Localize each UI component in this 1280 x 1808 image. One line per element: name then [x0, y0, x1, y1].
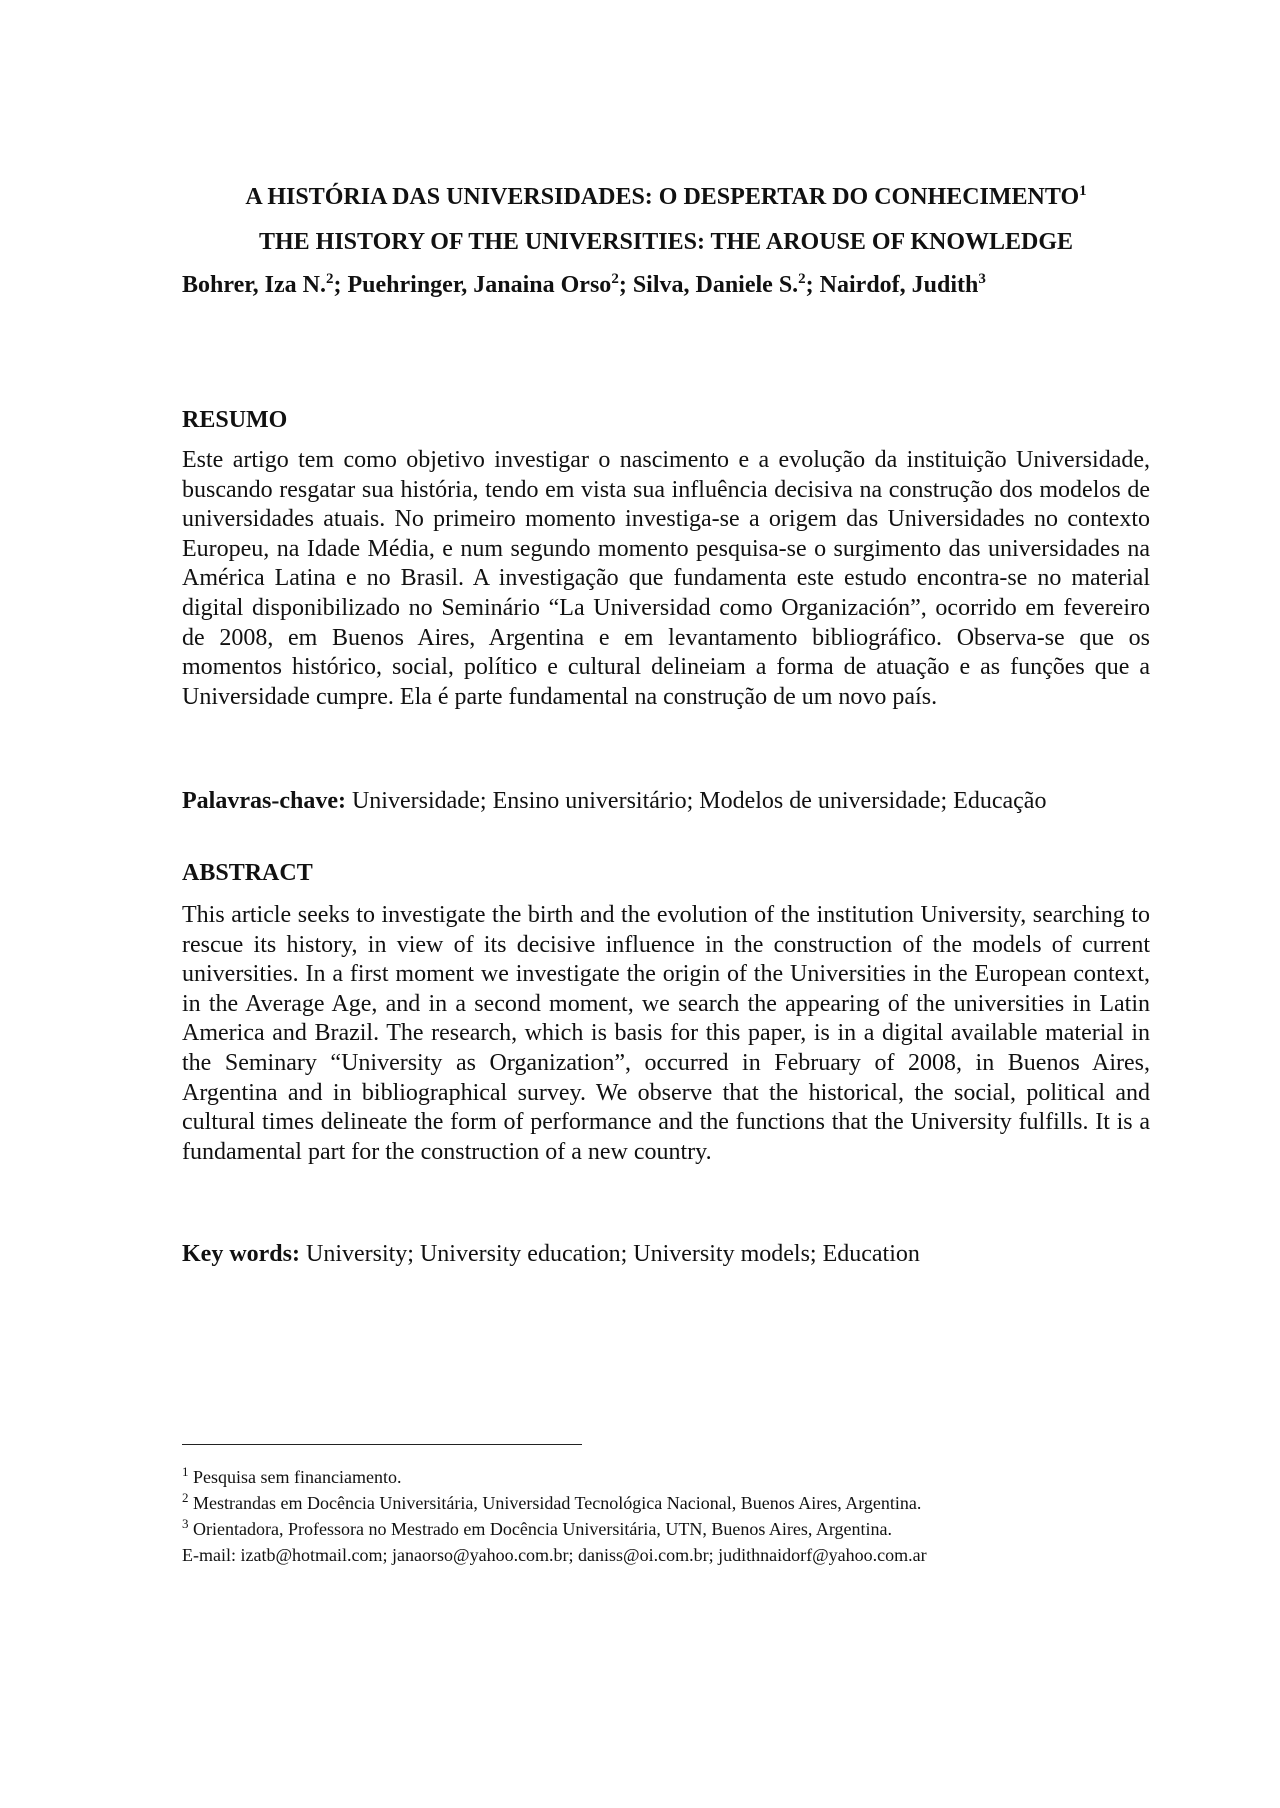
- footnote: [182, 1516, 1150, 1542]
- footnote: [182, 1464, 1150, 1490]
- resumo-paragraph: Este artigo tem como objetivo investigar o nascimento e a evolução da instituição Universidade, buscando resgatar sua história, tendo em vista sua influência decisiva na construção dos modelos de universidades atuais. No primeiro momento investiga-se a origem das Universidades no contexto Europeu, na Idade Média, e num segundo momento pesquisa-se o surgimento das universidades na América Latina e no Brasil. A investigação que fundamenta este estudo encontra-se no material digital disponibilizado no Seminário “La Universidad como Organización”, ocorrido em fevereiro de 2008, em Buenos Aires, Argentina e em levantamento bibliográfico. Observa-se que os momentos histórico, social, político e cultural delineiam a forma de atuação e as funções que a Universidade cumpre. Ela é parte fundamental na construção de um novo país.: [182, 447, 1150, 710]
- footnote-text: Orientadora, Professora no Mestrado em Docência Universitária, UTN, Buenos Aires, Argentina.: [188, 1519, 892, 1539]
- footnote-number: 2: [182, 1490, 189, 1505]
- palavras-chave: [182, 786, 1150, 816]
- author-note: 3: [978, 271, 986, 287]
- footnote: [182, 1490, 1150, 1516]
- footnotes: [182, 1462, 1150, 1568]
- author-name: Puehringer, Janaina Orso: [347, 272, 612, 298]
- palavras-chave-values: Universidade; Ensino universitário; Modelos de universidade; Educação: [345, 788, 1047, 814]
- author-list: [182, 270, 1150, 300]
- footnote-number: 3: [182, 1516, 189, 1531]
- author: [182, 272, 348, 298]
- author-separator: ;: [805, 272, 820, 298]
- title-english: THE HISTORY OF THE UNIVERSITIES: THE AROUSE OF KNOWLEDGE: [258, 229, 1074, 255]
- author: [348, 272, 633, 298]
- author-name: Bohrer, Iza N.: [182, 272, 326, 298]
- author: [820, 272, 986, 298]
- abstract-paragraph: This article seeks to investigate the birth and the evolution of the institution University, searching to rescue its history, in view of its decisive influence in the construction of the models of current universities. In a first moment we investigate the origin of the Universities in the European context, in the Average Age, and in a second moment, we search the appearing of the universities in Latin America and Brazil. The research, which is basis for this paper, is in a digital available material in the Seminary “University as Organization”, occurred in February of 2008, in Buenos Aires, Argentina and in bibliographical survey. We observe that the historical, the social, political and cultural times delineate the form of performance and the functions that the University fulfills. It is a fundamental part for the construction of a new country.: [182, 902, 1150, 1165]
- author-name: Nairdof, Judith: [819, 272, 979, 298]
- title-portuguese-text: A HISTÓRIA DAS UNIVERSIDADES: O DESPERTAR DO CONHECIMENTO: [245, 184, 1080, 210]
- key-words-label: Key words:: [182, 1241, 300, 1267]
- key-words-values: University; University education; University models; Education: [299, 1241, 920, 1267]
- author-note: 2: [798, 271, 806, 287]
- author: [633, 272, 820, 298]
- footnote-number: 1: [182, 1464, 189, 1479]
- key-words: [182, 1239, 1150, 1269]
- footnote-text: Mestrandas em Docência Universitária, Universidad Tecnológica Nacional, Buenos Aires, Argentina.: [188, 1493, 922, 1513]
- footnote-divider: [182, 1444, 582, 1445]
- title-portuguese: [182, 182, 1150, 212]
- palavras-chave-label: Palavras-chave:: [182, 788, 346, 814]
- author-note: 2: [611, 271, 619, 287]
- author-name: Silva, Daniele S.: [632, 272, 799, 298]
- author-separator: ;: [618, 272, 633, 298]
- abstract-heading: ABSTRACT: [182, 860, 313, 886]
- author-note: 2: [326, 271, 334, 287]
- author-separator: ;: [333, 272, 348, 298]
- title-footnote-ref: 1: [1079, 183, 1087, 199]
- footnote-text: Pesquisa sem financiamento.: [188, 1467, 402, 1487]
- resumo-heading: RESUMO: [182, 407, 288, 433]
- email-line: E-mail: izatb@hotmail.com; janaorso@yahoo.com.br; daniss@oi.com.br; judithnaidorf@yahoo.com.ar: [182, 1545, 927, 1565]
